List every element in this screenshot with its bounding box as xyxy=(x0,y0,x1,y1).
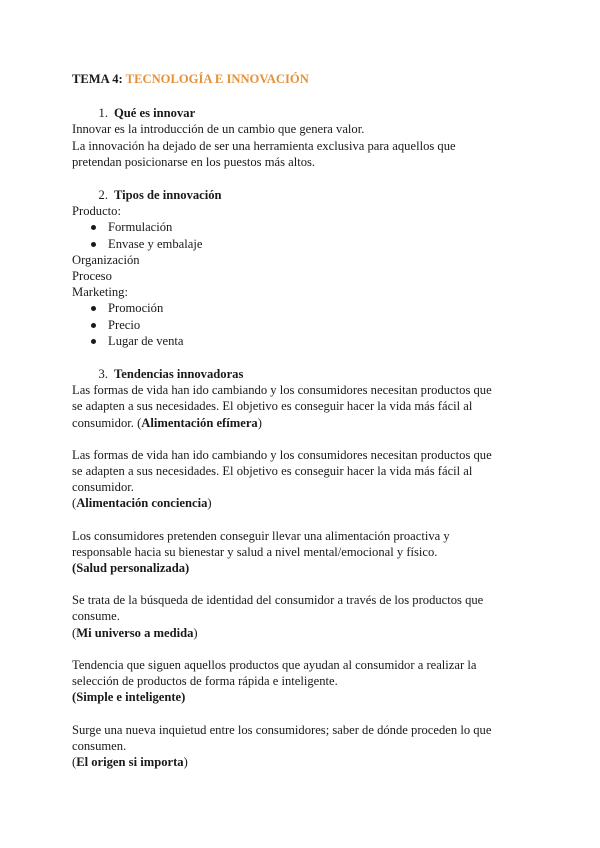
paragraph-line: se adapten a sus necesidades. El objetivo es conseguir hacer la vida más fácil al xyxy=(72,464,473,479)
trend-paragraph xyxy=(72,528,542,577)
paragraph-line: Los consumidores pretenden conseguir llevar una alimentación proactiva y xyxy=(72,528,450,543)
paragraph-text: consumidor. ( xyxy=(72,415,142,430)
list-item: Promoción xyxy=(72,300,542,316)
trend-name: (Simple e inteligente) xyxy=(72,690,186,705)
paragraph-line xyxy=(72,415,542,431)
list-item: Precio xyxy=(72,317,542,333)
section-heading-text: Tendencias innovadoras xyxy=(114,367,244,382)
paren-close: ) xyxy=(257,415,262,430)
trend-name: Mi universo a medida xyxy=(76,625,194,640)
paragraph-line: Se trata de la búsqueda de identidad del consumidor a través de los productos que xyxy=(72,593,484,608)
list-item: Envase y embalaje xyxy=(72,236,542,252)
producto-list xyxy=(72,219,542,251)
list-item: Lugar de venta xyxy=(72,333,542,349)
paragraph-line: Tendencia que siguen aquellos productos que ayudan al consumidor a realizar la xyxy=(72,657,477,672)
paragraph-line: Innovar es la introducción de un cambio que genera valor. xyxy=(72,122,365,137)
paragraph-line: La innovación ha dejado de ser una herramienta exclusiva para aquellos que xyxy=(72,138,456,153)
section-number: 1. xyxy=(98,106,108,121)
paragraph-line: selección de productos de forma rápida e inteligente. xyxy=(72,674,338,689)
paragraph-line xyxy=(72,560,542,576)
paragraph-line: responsable hacia su bienestar y salud a nivel mental/emocional y físico. xyxy=(72,544,438,559)
paren-open: ( xyxy=(72,496,77,511)
trend-name: Alimentación efímera xyxy=(141,415,258,430)
organizacion-label: Organización xyxy=(72,252,140,267)
section-number: 3. xyxy=(98,367,108,382)
section-number: 2. xyxy=(98,188,108,203)
trend-name: Alimentación conciencia xyxy=(76,496,208,511)
trend-name: El origen si importa xyxy=(76,754,184,769)
paragraph-line: se adapten a sus necesidades. El objetivo es conseguir hacer la vida más fácil al xyxy=(72,399,473,414)
title-separator: : xyxy=(118,72,126,86)
paren-close: ) xyxy=(193,625,198,640)
page-title xyxy=(72,71,542,87)
trend-name: (Salud personalizada) xyxy=(72,561,190,576)
paragraph-line xyxy=(72,754,542,770)
paragraph-line: consumidor. xyxy=(72,480,134,495)
trend-paragraph xyxy=(72,657,542,706)
trend-paragraph xyxy=(72,722,542,771)
paragraph-line xyxy=(72,689,542,705)
paragraph-line: Las formas de vida han ido cambiando y los consumidores necesitan productos que xyxy=(72,383,492,398)
trend-paragraph xyxy=(72,447,542,512)
marketing-list xyxy=(72,300,542,349)
paragraph-line: Surge una nueva inquietud entre los consumidores; saber de dónde proceden lo que xyxy=(72,722,492,737)
list-item: Formulación xyxy=(72,219,542,235)
trend-paragraph xyxy=(72,382,542,431)
paragraph-line xyxy=(72,495,542,511)
marketing-label: Marketing: xyxy=(72,285,128,300)
document-content xyxy=(72,71,542,770)
paren-close: ) xyxy=(207,496,212,511)
paragraph-line: consume. xyxy=(72,609,120,624)
section-heading-tendencias xyxy=(72,366,542,382)
title-accent: TECNOLOGÍA E INNOVACIÓN xyxy=(125,72,309,86)
paragraph-line: consumen. xyxy=(72,738,127,753)
producto-label: Producto: xyxy=(72,204,121,219)
paragraph-line xyxy=(72,625,542,641)
trend-paragraph xyxy=(72,592,542,641)
section-heading-innovar xyxy=(72,105,542,121)
section-heading-tipos xyxy=(72,187,542,203)
paragraph-line: Las formas de vida han ido cambiando y los consumidores necesitan productos que xyxy=(72,447,492,462)
paragraph-line: pretendan posicionarse en los puestos más altos. xyxy=(72,154,316,169)
paren-open: ( xyxy=(72,625,77,640)
proceso-label: Proceso xyxy=(72,269,112,284)
title-prefix: TEMA 4 xyxy=(72,72,119,86)
section-heading-text: Tipos de innovación xyxy=(114,188,222,203)
paren-open: ( xyxy=(72,754,77,769)
paren-close: ) xyxy=(183,754,188,769)
section-heading-text: Qué es innovar xyxy=(114,106,196,121)
